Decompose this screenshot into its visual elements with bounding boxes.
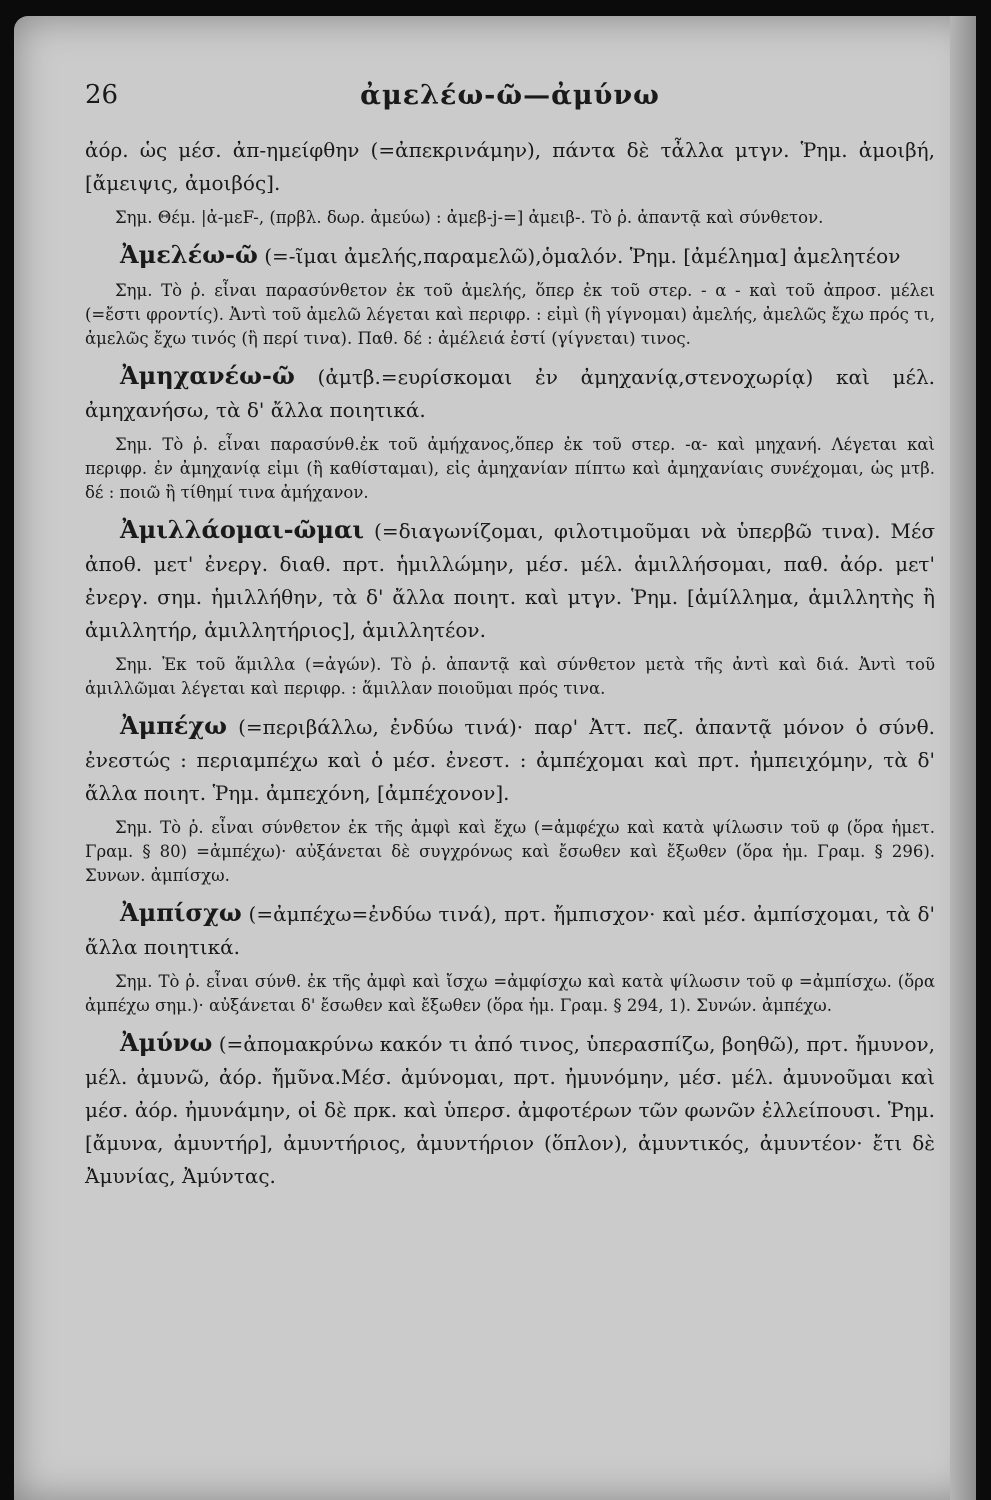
note-paragraph: Σημ. Τὸ ῥ. εἶναι σύνθετον ἐκ τῆς ἀμφὶ καὶ ἔχω (=ἀμφέχω καὶ κατὰ ψίλωσιν τοῦ φ (ὅρα ἡμετ. Γραμ. § 80) =ἀμπέχω)· αὐξάνεται δὲ συγχρόνως καὶ ἔσωθεν καὶ ἔξωθεν (ὅρα ἡμ. Γραμ. § 296). Συνων. ἀμπίσχω. [85, 818, 935, 885]
headword: Ἀμπίσχω [120, 898, 242, 927]
headword: Ἀμιλλάομαι-ῶμαι [120, 515, 365, 544]
entry-amechanew [85, 359, 935, 427]
entry-amelew [85, 238, 935, 273]
note-paragraph: Σημ. Τὸ ῥ. εἶναι παρασύνθ.ἐκ τοῦ ἀμήχανος,ὅπερ ἐκ τοῦ στερ. -α- καὶ μηχανή. Λέγεται καὶ περιφρ. ἐν ἀμηχανίᾳ εἰμι (ἢ καθίσταμαι), εἰς ἀμηχανίαν πίπτω καὶ ἀμηχανίαις συνέχομαι, ὡς μτβ. δέ : ποιῶ ἢ τίθημί τινα ἀμήχανον. [85, 435, 935, 502]
headword: Ἀμηχανέω-ῶ [120, 361, 295, 390]
headword: Ἀμύνω [120, 1028, 213, 1057]
entry-text: (=ἀπομακρύνω κακόν τι ἀπό τινος, ὑπερασπίζω, βοηθῶ), πρτ. ἤμυνον, μέλ. ἀμυνῶ, ἀόρ. ἤμῦνα.Μέσ. ἀμύνομαι, πρτ. ἠμυνόμην, μέσ. μέλ. ἀμυνοῦμαι καὶ μέσ. ἀόρ. ἠμυνάμην, οἱ δὲ πρκ. καὶ ὑπερσ. ἀμφοτέρων τῶν φωνῶν ἐλλείπουσι. Ῥημ. [ἄμυνα, ἀμυντήρ], ἀμυντήριος, ἀμυντήριον (ὅπλον), ἀμυντικός, ἀμυντέον· ἔτι δὲ Ἀμυνίας, Ἀμύντας. [85, 1032, 935, 1188]
book-spine-edge [950, 16, 976, 1500]
entry-amillaomai [85, 513, 935, 647]
note-paragraph: Σημ. Θέμ. |ἀ-μεF-, (πρβλ. δωρ. ἀμεύω) : ἀμεβ-j-=] ἀμειβ-. Τὸ ῥ. ἀπαντᾷ καὶ σύνθετον. [115, 208, 824, 227]
dictionary-page [85, 80, 935, 1199]
entry-text: (=ἀμπέχω=ἐνδύω τινά), πρτ. ἤμπισχον· καὶ μέσ. ἀμπίσχομαι, τὰ δ' ἄλλα ποιητικά. [85, 902, 935, 959]
page-header [85, 80, 935, 124]
entry-text: (=περιβάλλω, ἐνδύω τινά)· παρ' Ἀττ. πεζ. ἀπαντᾷ μόνον ὁ σύνθ. ἐνεστώς : περιαμπέχω καὶ ὁ μέσ. ἐνεστ. : ἀμπέχομαι καὶ πρτ. ἠμπειχόμην, τὰ δ' ἄλλα ποιητ. Ῥημ. ἀμπεχόνη, [ἀμπέχονον]. [85, 715, 935, 805]
entry-ampecho [85, 709, 935, 810]
entry-amyno [85, 1026, 935, 1193]
entry-text: (=διαγωνίζομαι, φιλοτιμοῦμαι νὰ ὑπερβῶ τινα). Μέσ ἀποθ. μετ' ἐνεργ. διαθ. πρτ. ἡμιλλώμην, μέσ. μέλ. ἁμιλλήσομαι, παθ. ἀόρ. μετ' ἐνεργ. σημ. ἡμιλλήθην, τὰ δ' ἄλλα ποιητ. καὶ μτγν. Ῥημ. [ἁμίλλημα, ἁμιλλητὴς ἢ ἁμιλλητήρ, ἁμιλλητήριος], ἁμιλλητέον. [85, 519, 935, 642]
page-number: 26 [85, 80, 119, 110]
headword: Ἀμπέχω [120, 711, 227, 740]
note-paragraph: Σημ. Τὸ ῥ. εἶναι παρασύνθετον ἐκ τοῦ ἀμελής, ὅπερ ἐκ τοῦ στερ. - α - καὶ τοῦ ἀπροσ. μέλει (=ἔστι φροντίς). Ἀντὶ τοῦ ἀμελῶ λέγεται καὶ περιφρ. : εἰμὶ (ἢ γίγνομαι) ἀμελής, ἀμελῶς ἔχω πρός τι, ἀμελῶς ἔχω τινός (ἢ περί τινα). Παθ. δέ : ἀμέλειά ἐστί (γίγνεται) τινος. [85, 281, 935, 348]
note-paragraph: Σημ. Ἐκ τοῦ ἅμιλλα (=ἀγών). Τὸ ῥ. ἀπαντᾷ καὶ σύνθετον μετὰ τῆς ἀντὶ καὶ διά. Ἀντὶ τοῦ ἁμιλλῶμαι λέγεται καὶ περιφρ. : ἅμιλλαν ποιοῦμαι πρός τινα. [85, 655, 935, 698]
note-paragraph: Σημ. Τὸ ῥ. εἶναι σύνθ. ἐκ τῆς ἀμφὶ καὶ ἴσχω =ἀμφίσχω καὶ κατὰ ψίλωσιν τοῦ φ =ἀμπίσχω. (ὅρα ἀμπέχω σημ.)· αὐξάνεται δ' ἔσωθεν καὶ ἔξωθεν (ὅρα ἡμ. Γραμ. § 294, 1). Συνών. ἀμπέχω. [85, 972, 935, 1015]
entry-ampischo [85, 896, 935, 964]
running-head: ἀμελέω-ῶ—ἀμύνω [360, 80, 660, 111]
headword: Ἀμελέω-ῶ [120, 240, 258, 269]
continuation-paragraph: ἀόρ. ὡς μέσ. ἀπ-ημείφθην (=ἀπεκρινάμην), πάντα δὲ τἆλλα μτγν. Ῥημ. ἀμοιβή, [ἄμειψις, ἀμοιβός]. [85, 138, 935, 195]
entry-text: (=-ῖμαι ἀμελής,παραμελῶ),ὁμαλόν. Ῥημ. [ἀμέλημα] ἀμελητέον [257, 244, 901, 268]
entry-text: (ἀμτβ.=ευρίσκομαι ἐν ἀμηχανίᾳ,στενοχωρίᾳ) καὶ μέλ. ἀμηχανήσω, τὰ δ' ἄλλα ποιητικά. [85, 365, 935, 422]
